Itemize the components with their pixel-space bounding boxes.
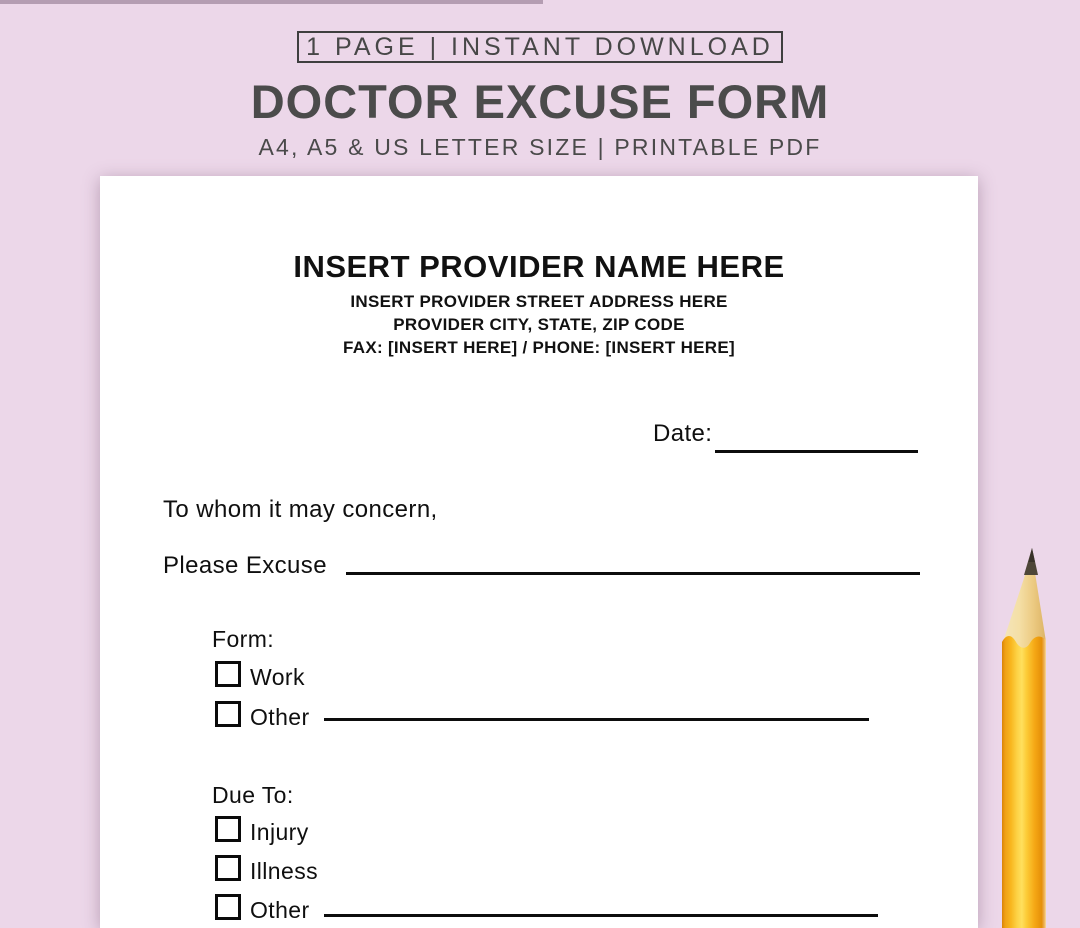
checkbox-due-other-label: Other <box>250 897 310 923</box>
form-document-page <box>100 176 978 928</box>
due-section-label: Due To: <box>212 782 294 808</box>
checkbox-form-work[interactable] <box>215 661 241 687</box>
checkbox-form-other[interactable] <box>215 701 241 727</box>
page-subtitle: A4, A5 & US LETTER SIZE | PRINTABLE PDF <box>258 134 822 160</box>
excuse-label: Please Excuse <box>163 552 327 579</box>
provider-city-line: PROVIDER CITY, STATE, ZIP CODE <box>393 315 685 334</box>
date-label: Date: <box>653 420 713 447</box>
form-other-write-in-line <box>324 718 869 721</box>
provider-contact-line: FAX: [INSERT HERE] / PHONE: [INSERT HERE] <box>343 338 735 357</box>
checkbox-due-illness[interactable] <box>215 855 241 881</box>
badge-text: 1 PAGE | INSTANT DOWNLOAD <box>306 32 774 61</box>
salutation-text: To whom it may concern, <box>163 496 438 523</box>
checkbox-due-other[interactable] <box>215 894 241 920</box>
checkbox-due-injury[interactable] <box>215 816 241 842</box>
excuse-write-in-line <box>346 572 920 575</box>
checkbox-form-work-label: Work <box>250 664 305 690</box>
form-section-label: Form: <box>212 626 275 652</box>
provider-street-line: INSERT PROVIDER STREET ADDRESS HERE <box>350 292 728 311</box>
pencil-body <box>1002 636 1046 928</box>
due-other-write-in-line <box>324 914 878 917</box>
page-title: DOCTOR EXCUSE FORM <box>250 75 830 128</box>
checkbox-due-illness-label: Illness <box>250 858 318 884</box>
checkbox-due-injury-label: Injury <box>250 819 309 845</box>
provider-name-heading: INSERT PROVIDER NAME HERE <box>293 249 785 284</box>
checkbox-form-other-label: Other <box>250 704 310 730</box>
badge-box <box>297 31 783 63</box>
date-write-in-line <box>715 450 918 453</box>
top-strip-decoration <box>0 0 543 4</box>
pencil-image <box>1002 548 1046 928</box>
provider-address-block <box>100 290 978 359</box>
